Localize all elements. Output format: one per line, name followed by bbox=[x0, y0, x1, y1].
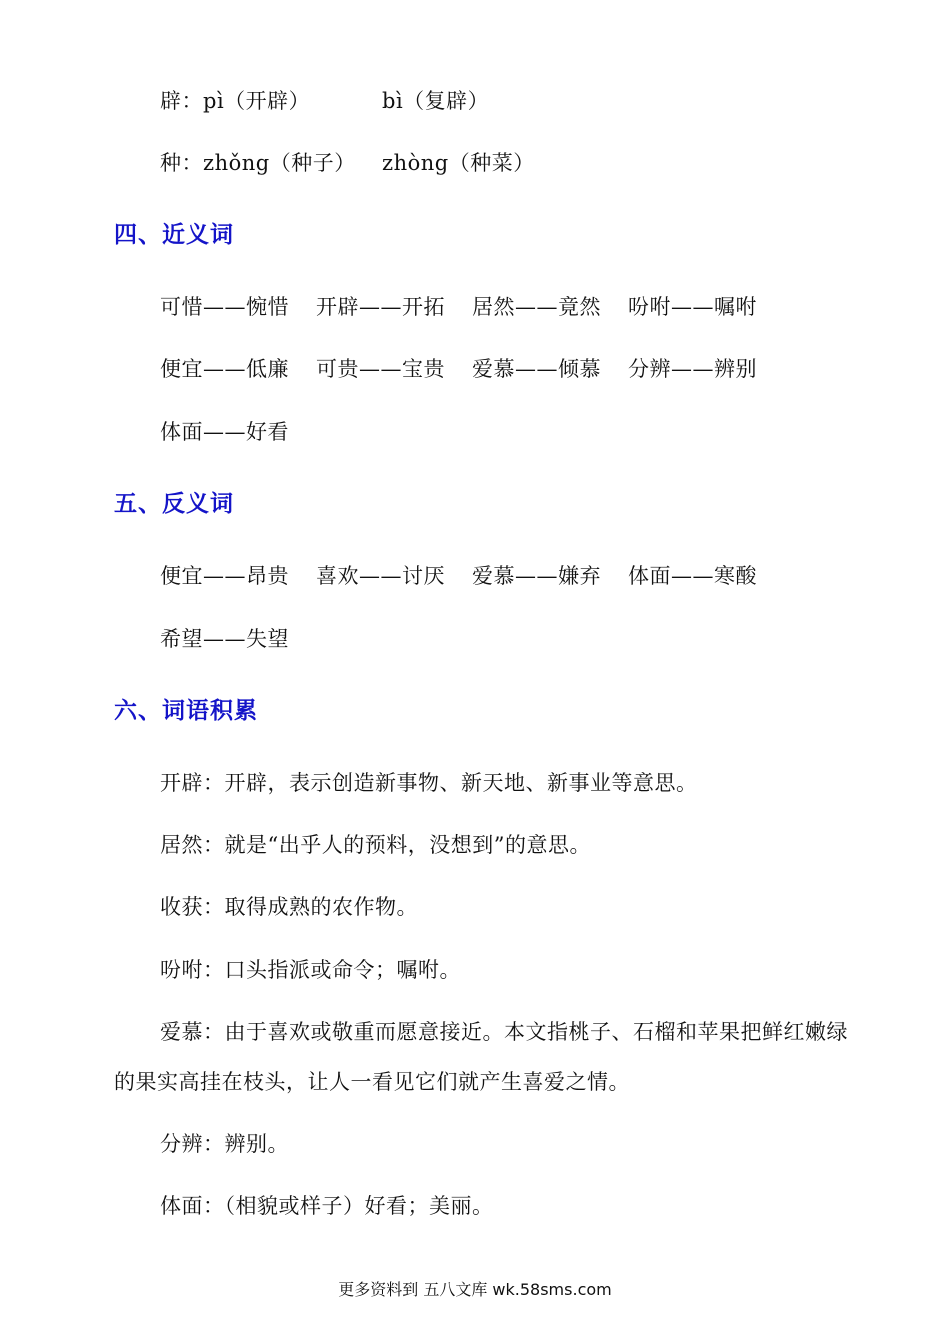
word-pair: 居然——竟然 bbox=[472, 295, 601, 319]
pronunciation-entry: 种：zhǒng（种子） bbox=[160, 151, 356, 175]
vocab-entry: 体面：（相貌或样子）好看；美丽。 bbox=[160, 1194, 494, 1218]
vocab-entry-continuation: 的果实高挂在枝头，让人一看见它们就产生喜爱之情。 bbox=[114, 1070, 630, 1094]
vocab-entry: 收获：取得成熟的农作物。 bbox=[160, 895, 418, 919]
word-pair: 便宜——昂贵 bbox=[160, 564, 289, 588]
vocab-entry: 爱慕：由于喜欢或敬重而愿意接近。本文指桃子、石榴和苹果把鲜红嫩绿 bbox=[160, 1020, 848, 1044]
word-pair: 喜欢——讨厌 bbox=[316, 564, 445, 588]
word-pair: 爱慕——倾慕 bbox=[472, 357, 601, 381]
pronunciation-entry: bì（复辟） bbox=[382, 89, 490, 113]
vocab-entry: 开辟：开辟，表示创造新事物、新天地、新事业等意思。 bbox=[160, 771, 698, 795]
word-pair: 便宜——低廉 bbox=[160, 357, 289, 381]
vocab-entry: 分辨：辨别。 bbox=[160, 1132, 289, 1156]
section-heading-synonyms: 四、近义词 bbox=[114, 222, 234, 248]
word-pair: 爱慕——嫌弃 bbox=[472, 564, 601, 588]
word-pair: 分辨——辨别 bbox=[628, 357, 757, 381]
word-pair: 开辟——开拓 bbox=[316, 295, 445, 319]
word-pair: 可惜——惋惜 bbox=[160, 295, 289, 319]
pronunciation-entry: 辟：pì（开辟） bbox=[160, 89, 311, 113]
section-heading-vocab: 六、词语积累 bbox=[114, 698, 258, 724]
word-pair: 吩咐——嘱咐 bbox=[628, 295, 757, 319]
pronunciation-entry: zhòng（种菜） bbox=[382, 151, 535, 175]
word-pair: 体面——寒酸 bbox=[628, 564, 757, 588]
word-pair: 可贵——宝贵 bbox=[316, 357, 445, 381]
section-heading-antonyms: 五、反义词 bbox=[114, 491, 234, 517]
word-pair: 体面——好看 bbox=[160, 420, 289, 444]
word-pair: 希望——失望 bbox=[160, 627, 289, 651]
vocab-entry: 吩咐：口头指派或命令；嘱咐。 bbox=[160, 958, 461, 982]
footer-link-text[interactable]: 更多资料到 五八文库 wk.58sms.com bbox=[338, 1280, 612, 1299]
vocab-entry: 居然：就是“出乎人的预料，没想到”的意思。 bbox=[160, 833, 591, 857]
